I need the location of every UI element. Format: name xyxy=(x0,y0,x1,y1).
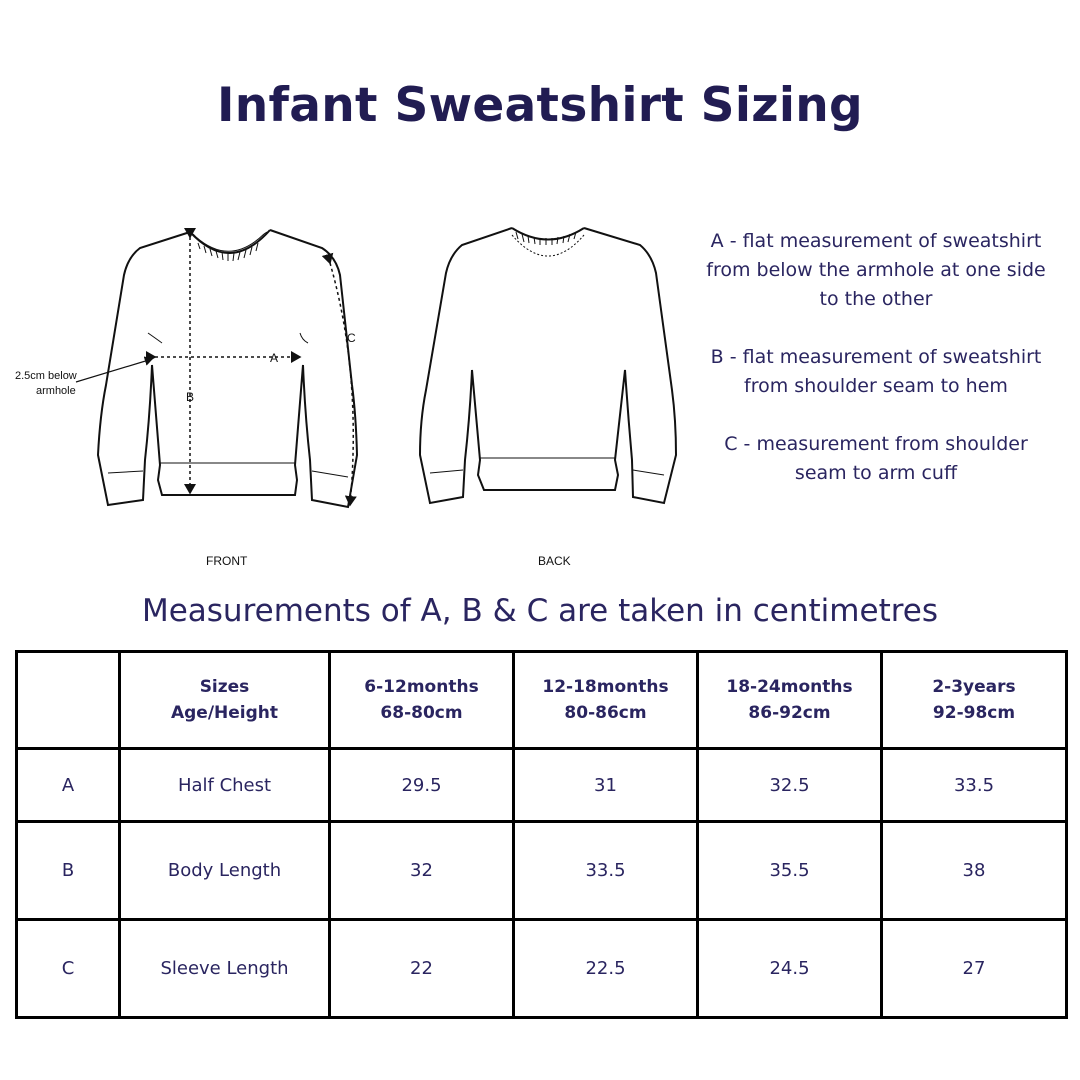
value-cell: 38 xyxy=(882,822,1067,920)
note-c: C - measurement from shoulder seam to arm cuff xyxy=(724,433,1028,484)
value-cell: 32 xyxy=(330,822,514,920)
row-name-cell: Half Chest xyxy=(120,749,330,822)
header-size-cell xyxy=(330,652,514,749)
row-key-cell: B xyxy=(17,822,120,920)
units-subtitle: Measurements of A, B & C are taken in centimetres xyxy=(141,593,939,629)
value-cell: 35.5 xyxy=(698,822,882,920)
back-label: BACK xyxy=(538,554,571,568)
armhole-note-line2: armhole xyxy=(36,385,76,397)
size-height: 68-80cm xyxy=(380,703,463,723)
header-size-cell xyxy=(698,652,882,749)
front-label: FRONT xyxy=(206,554,248,568)
note-b: B - flat measurement of sweatshirt from shoulder seam to hem xyxy=(710,346,1042,397)
marker-a-label: A xyxy=(270,351,279,365)
value-cell: 32.5 xyxy=(698,749,882,822)
size-height: 86-92cm xyxy=(748,703,831,723)
size-height: 92-98cm xyxy=(932,703,1016,723)
row-key-cell: A xyxy=(17,749,120,822)
value-cell: 29.5 xyxy=(330,749,514,822)
row-key-cell: C xyxy=(17,920,120,1018)
header-corner-cell xyxy=(17,652,120,749)
size-age: 18-24months xyxy=(726,677,853,697)
back-sweatshirt-drawing xyxy=(420,228,676,503)
value-cell: 22 xyxy=(330,920,514,1018)
front-sweatshirt-drawing xyxy=(98,230,357,507)
size-age: 12-18months xyxy=(542,677,669,697)
size-age: 2-3years xyxy=(932,677,1016,697)
marker-b-label: B xyxy=(186,390,195,404)
value-cell: 33.5 xyxy=(882,749,1067,822)
measure-c-line xyxy=(330,263,353,505)
marker-c-label: C xyxy=(347,331,356,345)
header-size-cell xyxy=(514,652,698,749)
value-cell: 27 xyxy=(882,920,1067,1018)
size-table xyxy=(15,650,1068,1019)
header-age-height-label: Age/Height xyxy=(170,703,279,723)
measurement-notes xyxy=(700,227,1052,517)
page-title: Infant Sweatshirt Sizing xyxy=(216,78,863,133)
value-cell: 31 xyxy=(514,749,698,822)
table-row xyxy=(17,749,1067,822)
armhole-note-line1: 2.5cm below xyxy=(15,370,77,382)
size-age: 6-12months xyxy=(364,677,479,697)
table-header-row xyxy=(17,652,1067,749)
row-name-cell: Body Length xyxy=(120,822,330,920)
table-row xyxy=(17,920,1067,1018)
table-row xyxy=(17,822,1067,920)
header-sizes-cell xyxy=(120,652,330,749)
note-a: A - flat measurement of sweatshirt from below the armhole at one side to the other xyxy=(706,230,1046,310)
row-name-cell: Sleeve Length xyxy=(120,920,330,1018)
sweatshirt-diagram xyxy=(0,215,700,585)
size-height: 80-86cm xyxy=(564,703,647,723)
armhole-pointer xyxy=(76,359,152,382)
header-size-cell xyxy=(882,652,1067,749)
header-sizes-label: Sizes xyxy=(199,677,250,697)
value-cell: 22.5 xyxy=(514,920,698,1018)
value-cell: 24.5 xyxy=(698,920,882,1018)
value-cell: 33.5 xyxy=(514,822,698,920)
